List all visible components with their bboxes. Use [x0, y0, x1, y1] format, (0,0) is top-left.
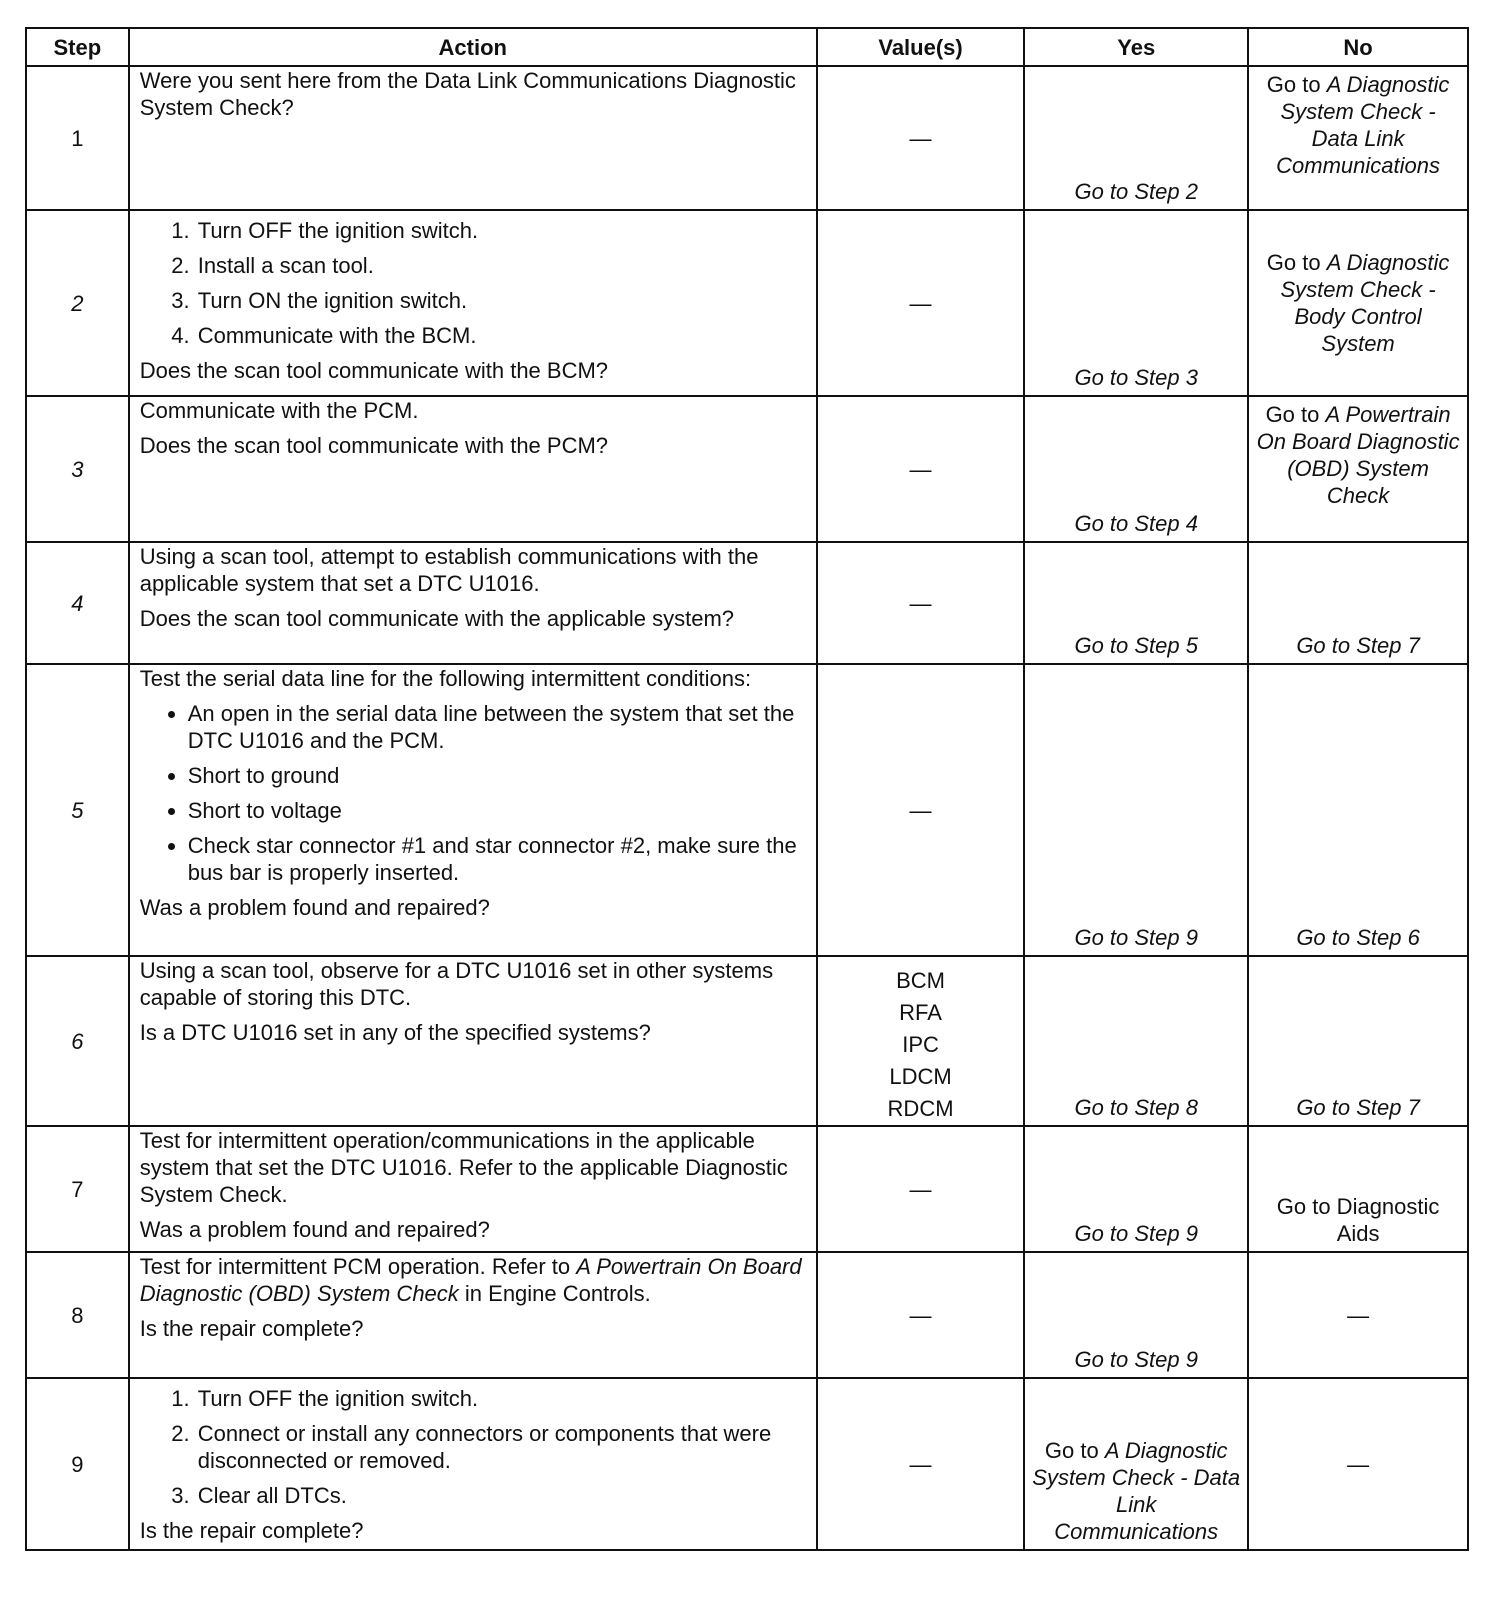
action-text	[140, 1253, 806, 1307]
value-dash: —	[909, 456, 932, 482]
step-number: 7	[26, 1126, 129, 1252]
value-system: RDCM	[887, 1096, 954, 1121]
action-text-pre: Test for intermittent PCM operation. Refer to	[139, 1254, 577, 1279]
action-question: Was a problem found and repaired?	[139, 895, 490, 920]
list-item: 2. Install a scan tool.	[196, 252, 806, 279]
value-cell	[817, 1126, 1024, 1252]
header-yes: Yes	[1024, 28, 1248, 66]
table-row	[26, 1252, 1468, 1378]
no-cell	[1248, 664, 1468, 956]
action-text: Using a scan tool, attempt to establish communications with the applicable system that set a DTC U1016.	[139, 544, 759, 596]
condition-bullet-list	[140, 700, 806, 886]
value-cell	[817, 1378, 1024, 1550]
value-dash: —	[909, 290, 932, 316]
value-cell	[817, 542, 1024, 664]
table-row	[26, 210, 1468, 396]
yes-cell	[1024, 210, 1248, 396]
value-dash: —	[909, 125, 932, 151]
list-item: 1. Turn OFF the ignition switch.	[196, 1385, 806, 1412]
yes-cell	[1024, 542, 1248, 664]
table-row	[26, 1126, 1468, 1252]
action-text-post: in Engine Controls.	[458, 1281, 651, 1306]
header-values: Value(s)	[817, 28, 1024, 66]
value-cell	[817, 956, 1024, 1126]
no-cell	[1248, 1378, 1468, 1550]
yes-goto-link[interactable]: A Diagnostic System Check - Data Link Communications	[1032, 1438, 1241, 1544]
no-goto-link[interactable]: Go to Step 7	[1296, 1095, 1420, 1120]
yes-goto-link[interactable]: Go to Step 9	[1074, 1221, 1198, 1246]
action-text: Were you sent here from the Data Link Communications Diagnostic System Check?	[139, 68, 796, 120]
action-text: Test for intermittent operation/communications in the applicable system that set the DTC U1016. Refer to the applicable Diagnostic System Check.	[139, 1128, 788, 1207]
step-number: 6	[26, 956, 129, 1126]
list-item: 1. Turn OFF the ignition switch.	[196, 217, 806, 244]
value-cell	[817, 66, 1024, 210]
yes-goto-link[interactable]: Go to Step 3	[1074, 365, 1198, 390]
list-item: 3. Turn ON the ignition switch.	[196, 287, 806, 314]
value-dash: —	[909, 1302, 932, 1328]
step-number: 1	[26, 66, 129, 210]
value-dash: —	[909, 1176, 932, 1202]
value-dash: —	[909, 590, 932, 616]
action-cell	[129, 1378, 817, 1550]
action-cell	[129, 542, 817, 664]
no-goto-prefix: Go to	[1265, 402, 1326, 427]
yes-cell	[1024, 1252, 1248, 1378]
action-steps-list	[140, 1385, 806, 1509]
value-system: RFA	[899, 1000, 942, 1025]
list-item: • Short to voltage	[188, 797, 806, 824]
step-number: 2	[26, 210, 129, 396]
no-cell	[1248, 66, 1468, 210]
list-item: • Check star connector #1 and star connector #2, make sure the bus bar is properly inserted.	[188, 832, 806, 886]
no-goto-link[interactable]: Go to Step 6	[1296, 925, 1420, 950]
yes-goto-link[interactable]: Go to Step 2	[1074, 179, 1198, 204]
no-goto-prefix: Go to	[1266, 250, 1327, 275]
action-question: Is the repair complete?	[139, 1518, 364, 1543]
yes-goto-link[interactable]: Go to Step 8	[1074, 1095, 1198, 1120]
action-text: Using a scan tool, observe for a DTC U1016 set in other systems capable of storing this DTC.	[139, 958, 774, 1010]
action-cell	[129, 396, 817, 542]
no-goto-link[interactable]: Go to Diagnostic Aids	[1276, 1194, 1440, 1246]
yes-cell	[1024, 956, 1248, 1126]
diagnostic-table	[25, 27, 1469, 1551]
action-text: Communicate with the PCM.	[139, 398, 419, 423]
action-reference-link[interactable]: A Powertrain On Board Diagnostic (OBD) System Check	[139, 1254, 802, 1306]
action-cell	[129, 1126, 817, 1252]
action-cell	[129, 664, 817, 956]
list-item: • Short to ground	[188, 762, 806, 789]
yes-goto-link[interactable]: Go to Step 9	[1074, 925, 1198, 950]
action-cell	[129, 956, 817, 1126]
no-goto-link[interactable]: Go to Step 7	[1296, 633, 1420, 658]
step-number: 4	[26, 542, 129, 664]
list-item: • An open in the serial data line between the system that set the DTC U1016 and the PCM.	[188, 700, 806, 754]
action-cell	[129, 210, 817, 396]
no-goto-prefix: Go to	[1266, 72, 1327, 97]
yes-cell	[1024, 1378, 1248, 1550]
no-cell	[1248, 542, 1468, 664]
action-question: Is the repair complete?	[139, 1316, 364, 1341]
action-question: Is a DTC U1016 set in any of the specified systems?	[139, 1020, 651, 1045]
action-question: Does the scan tool communicate with the BCM?	[139, 358, 609, 383]
yes-cell	[1024, 66, 1248, 210]
no-goto-link[interactable]: A Diagnostic System Check - Body Control System	[1280, 250, 1450, 356]
action-question: Does the scan tool communicate with the PCM?	[139, 433, 609, 458]
yes-cell	[1024, 396, 1248, 542]
no-dash: —	[1347, 1302, 1370, 1328]
value-cell	[817, 1252, 1024, 1378]
table-row	[26, 956, 1468, 1126]
header-action: Action	[129, 28, 817, 66]
action-text: Test the serial data line for the following intermittent conditions:	[139, 666, 752, 691]
step-number: 3	[26, 396, 129, 542]
header-row	[26, 28, 1468, 66]
table-row	[26, 66, 1468, 210]
step-number: 8	[26, 1252, 129, 1378]
yes-goto-link[interactable]: Go to Step 4	[1074, 511, 1198, 536]
no-goto-link[interactable]: A Diagnostic System Check - Data Link Communications	[1276, 72, 1450, 178]
step-number: 9	[26, 1378, 129, 1550]
table-row	[26, 396, 1468, 542]
value-system: BCM	[896, 968, 945, 993]
value-dash: —	[909, 797, 932, 823]
value-cell	[817, 210, 1024, 396]
yes-cell	[1024, 1126, 1248, 1252]
list-item: 2. Connect or install any connectors or components that were disconnected or removed.	[196, 1420, 806, 1474]
action-question: Does the scan tool communicate with the applicable system?	[139, 606, 735, 631]
action-steps-list	[140, 217, 806, 349]
yes-goto-prefix: Go to	[1044, 1438, 1105, 1463]
no-cell	[1248, 396, 1468, 542]
yes-goto-link[interactable]: Go to Step 5	[1074, 633, 1198, 658]
header-no: No	[1248, 28, 1468, 66]
value-dash: —	[909, 1451, 932, 1477]
list-item: 4. Communicate with the BCM.	[196, 322, 806, 349]
table-row	[26, 664, 1468, 956]
no-dash: —	[1347, 1451, 1370, 1477]
header-step: Step	[26, 28, 129, 66]
value-cell	[817, 664, 1024, 956]
list-item: 3. Clear all DTCs.	[196, 1482, 806, 1509]
action-cell	[129, 66, 817, 210]
table-row	[26, 542, 1468, 664]
yes-goto-link[interactable]: Go to Step 9	[1074, 1347, 1198, 1372]
no-goto-link[interactable]: A Powertrain On Board Diagnostic (OBD) System Check	[1256, 402, 1460, 508]
action-question: Was a problem found and repaired?	[139, 1217, 490, 1242]
no-cell	[1248, 1252, 1468, 1378]
no-cell	[1248, 956, 1468, 1126]
value-system: LDCM	[889, 1064, 952, 1089]
value-cell	[817, 396, 1024, 542]
step-number: 5	[26, 664, 129, 956]
yes-cell	[1024, 664, 1248, 956]
no-cell	[1248, 210, 1468, 396]
table-row	[26, 1378, 1468, 1550]
no-cell	[1248, 1126, 1468, 1252]
value-system: IPC	[902, 1032, 939, 1057]
action-cell	[129, 1252, 817, 1378]
